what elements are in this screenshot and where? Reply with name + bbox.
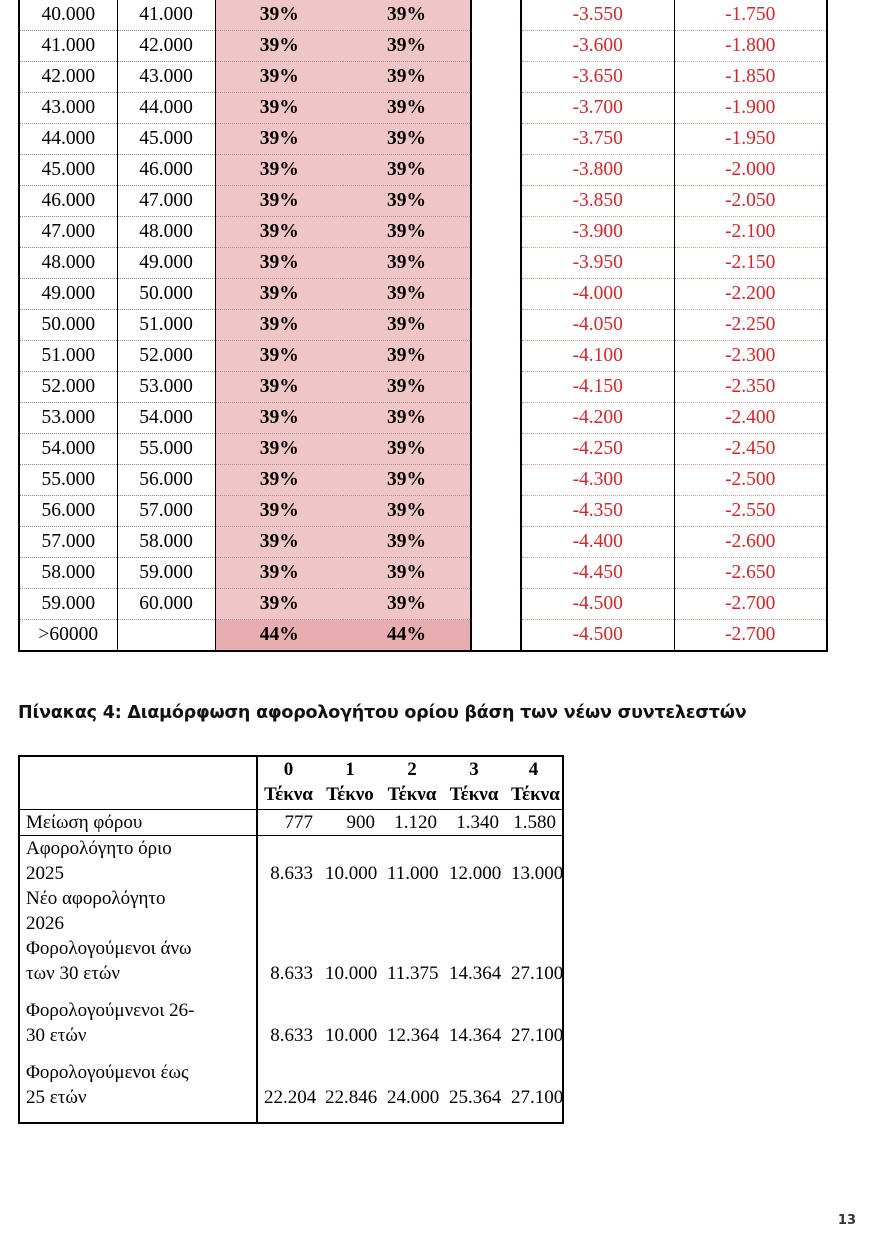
row-label-line: 2025 xyxy=(26,863,64,884)
cell-rate-b: 39% xyxy=(343,93,471,124)
cell-rate-b: 39% xyxy=(343,279,471,310)
cell-value: 12.364 xyxy=(387,1025,440,1046)
header-corner-cell xyxy=(19,756,257,810)
cell-diff-a: -4.000 xyxy=(521,279,674,310)
cell-rate-b: 39% xyxy=(343,186,471,217)
cell-bracket-from: 59.000 xyxy=(19,589,117,620)
cell-bracket-from: 54.000 xyxy=(19,434,117,465)
cell-rate-a: 39% xyxy=(215,93,343,124)
table-row xyxy=(19,124,827,155)
table-row xyxy=(19,93,827,124)
cell-diff-b: -2.100 xyxy=(674,217,827,248)
cell-spacer xyxy=(471,217,521,248)
cell-spacer xyxy=(471,186,521,217)
cell-rate-b: 39% xyxy=(343,403,471,434)
cell-rate-a: 39% xyxy=(215,434,343,465)
cell-value: 22.204 xyxy=(264,1087,317,1108)
cell-bracket-to: 50.000 xyxy=(117,279,215,310)
cell-bracket-from: 45.000 xyxy=(19,155,117,186)
cell-bracket-to: 45.000 xyxy=(117,124,215,155)
table-row xyxy=(19,1060,563,1123)
cell-diff-a: -4.350 xyxy=(521,496,674,527)
cell-rate-a: 39% xyxy=(215,31,343,62)
cell-bracket-from: 57.000 xyxy=(19,527,117,558)
cell-diff-a: -3.650 xyxy=(521,62,674,93)
income-bracket-table-container xyxy=(18,0,826,652)
cell-value: 14.364 xyxy=(449,963,502,984)
cell-value: 10.000 xyxy=(325,863,378,884)
cell-rate-b: 39% xyxy=(343,155,471,186)
table-caption: Πίνακας 4: Διαμόρφωση αφορολογήτου ορίου βάση των νέων συντελεστών xyxy=(18,703,747,723)
cell-diff-b: -2.550 xyxy=(674,496,827,527)
cell-rate-b: 39% xyxy=(343,217,471,248)
cell-diff-b: -2.250 xyxy=(674,310,827,341)
row-label-line: Φορολογούμενοι έως xyxy=(26,1062,189,1083)
cell-bracket-to: 52.000 xyxy=(117,341,215,372)
header-word-0: Τέκνα xyxy=(257,783,319,810)
cell-spacer xyxy=(471,124,521,155)
cell-spacer xyxy=(471,496,521,527)
cell-bracket-from: 52.000 xyxy=(19,372,117,403)
cell-bracket-to: 42.000 xyxy=(117,31,215,62)
header-number-4: 4 xyxy=(528,759,539,780)
table-row xyxy=(19,403,827,434)
cell-diff-b: -1.900 xyxy=(674,93,827,124)
cell-bracket-from: 47.000 xyxy=(19,217,117,248)
cell-diff-a: -3.850 xyxy=(521,186,674,217)
header-number-1: 1 xyxy=(345,759,355,780)
cell-rate-a: 39% xyxy=(215,124,343,155)
cell-diff-b: -2.450 xyxy=(674,434,827,465)
cell-rate-a: 39% xyxy=(215,496,343,527)
cell-value: 22.846 xyxy=(325,1087,378,1108)
table-row xyxy=(19,465,827,496)
table-header-row-numbers xyxy=(19,756,563,783)
cell-spacer xyxy=(471,434,521,465)
cell-value: 27.100 xyxy=(511,1087,564,1108)
cell-spacer xyxy=(471,372,521,403)
table-row xyxy=(19,496,827,527)
table-row xyxy=(19,217,827,248)
cell-rate-b: 39% xyxy=(343,0,471,31)
cell-rate-b: 39% xyxy=(343,341,471,372)
cell-bracket-from: 46.000 xyxy=(19,186,117,217)
cell-diff-b: -1.850 xyxy=(674,62,827,93)
cell-bracket-from: 55.000 xyxy=(19,465,117,496)
row-label-line: Φορολογούμενοι άνω xyxy=(26,938,192,959)
cell-rate-b: 39% xyxy=(343,589,471,620)
cell-spacer xyxy=(471,589,521,620)
cell-rate-a: 39% xyxy=(215,310,343,341)
cell-value: 10.000 xyxy=(325,1025,378,1046)
cell-bracket-to: 53.000 xyxy=(117,372,215,403)
cell-rate-a: 39% xyxy=(215,279,343,310)
cell-bracket-from: >60000 xyxy=(19,620,117,652)
table-row xyxy=(19,310,827,341)
row-label-line: 2026 xyxy=(26,913,64,934)
cell-bracket-from: 41.000 xyxy=(19,31,117,62)
cell-bracket-to: 54.000 xyxy=(117,403,215,434)
cell-rate-b: 39% xyxy=(343,62,471,93)
cell-diff-a: -3.600 xyxy=(521,31,674,62)
cell-rate-b: 39% xyxy=(343,465,471,496)
header-number-3: 3 xyxy=(469,759,479,780)
cell-spacer xyxy=(471,155,521,186)
cell-diff-a: -4.250 xyxy=(521,434,674,465)
cell-value: 1.340 xyxy=(443,810,505,836)
cell-value: 8.633 xyxy=(270,1025,313,1046)
row-label-26-30 xyxy=(19,998,257,1060)
cell-value: 10.000 xyxy=(325,963,378,984)
cell-bracket-from: 42.000 xyxy=(19,62,117,93)
cell-rate-a: 39% xyxy=(215,465,343,496)
table-row xyxy=(19,998,563,1060)
cell-bracket-to: 56.000 xyxy=(117,465,215,496)
cell-rate-a: 39% xyxy=(215,558,343,589)
cell-rate-b: 39% xyxy=(343,248,471,279)
cell-diff-b: -1.950 xyxy=(674,124,827,155)
cell-rate-b: 39% xyxy=(343,310,471,341)
tax-free-threshold-table xyxy=(18,755,564,1124)
cell-value: 27.100 xyxy=(511,963,564,984)
cell-value: 12.000 xyxy=(449,863,502,884)
cell-value: 11.000 xyxy=(387,863,439,884)
income-bracket-table xyxy=(18,0,828,652)
cell-bracket-to: 60.000 xyxy=(117,589,215,620)
cell-spacer xyxy=(471,279,521,310)
cell-rate-a: 44% xyxy=(215,620,343,652)
table-row xyxy=(19,186,827,217)
cell-spacer xyxy=(471,527,521,558)
cell-rate-a: 39% xyxy=(215,589,343,620)
cell-bracket-to xyxy=(117,620,215,652)
cell-diff-b: -2.050 xyxy=(674,186,827,217)
cell-bracket-from: 56.000 xyxy=(19,496,117,527)
table-row xyxy=(19,527,827,558)
cell-bracket-to: 43.000 xyxy=(117,62,215,93)
cell-bracket-to: 58.000 xyxy=(117,527,215,558)
tax-free-threshold-table-container xyxy=(18,755,562,1124)
cell-spacer xyxy=(471,93,521,124)
cell-value: 1.120 xyxy=(381,810,443,836)
cell-diff-b: -2.400 xyxy=(674,403,827,434)
cell-value: 8.633 xyxy=(270,863,313,884)
cell-rate-a: 39% xyxy=(215,62,343,93)
cell-bracket-from: 48.000 xyxy=(19,248,117,279)
cell-diff-a: -3.550 xyxy=(521,0,674,31)
cell-rate-a: 39% xyxy=(215,186,343,217)
cell-diff-a: -4.300 xyxy=(521,465,674,496)
cell-value: 13.000 xyxy=(511,863,564,884)
cell-spacer xyxy=(471,558,521,589)
cell-value: 1.580 xyxy=(505,810,563,836)
header-word-1: Τέκνο xyxy=(319,783,381,810)
cell-rate-a: 39% xyxy=(215,0,343,31)
cell-diff-b: -2.600 xyxy=(674,527,827,558)
cell-diff-a: -4.100 xyxy=(521,341,674,372)
cell-bracket-from: 51.000 xyxy=(19,341,117,372)
cell-diff-a: -4.450 xyxy=(521,558,674,589)
cell-bracket-to: 48.000 xyxy=(117,217,215,248)
cell-value: 27.100 xyxy=(511,1025,564,1046)
table-row xyxy=(19,155,827,186)
cell-rate-a: 39% xyxy=(215,372,343,403)
cell-diff-b: -2.000 xyxy=(674,155,827,186)
cell-spacer xyxy=(471,248,521,279)
cell-diff-a: -3.750 xyxy=(521,124,674,155)
row-label-line: 30 ετών xyxy=(26,1025,87,1046)
table-row xyxy=(19,810,563,836)
cell-rate-b: 44% xyxy=(343,620,471,652)
cell-spacer xyxy=(471,403,521,434)
cell-diff-b: -1.750 xyxy=(674,0,827,31)
cell-bracket-from: 50.000 xyxy=(19,310,117,341)
cell-value: 24.000 xyxy=(387,1087,440,1108)
table-row xyxy=(19,62,827,93)
cell-bracket-to: 41.000 xyxy=(117,0,215,31)
table-row xyxy=(19,341,827,372)
header-word-4: Τέκνα xyxy=(505,783,563,810)
cell-rate-b: 39% xyxy=(343,527,471,558)
cell-bracket-from: 49.000 xyxy=(19,279,117,310)
row-label-line: Φορολογούμνενοι 26- xyxy=(26,1000,195,1021)
cell-bracket-from: 44.000 xyxy=(19,124,117,155)
cell-rate-b: 39% xyxy=(343,372,471,403)
cell-diff-b: -2.300 xyxy=(674,341,827,372)
cell-rate-a: 39% xyxy=(215,527,343,558)
table-row xyxy=(19,0,827,31)
cell-diff-b: -2.350 xyxy=(674,372,827,403)
cell-spacer xyxy=(471,62,521,93)
table-row xyxy=(19,620,827,652)
cell-spacer xyxy=(471,341,521,372)
cell-bracket-to: 51.000 xyxy=(117,310,215,341)
header-number-2: 2 xyxy=(407,759,417,780)
table-row xyxy=(19,558,827,589)
cell-diff-a: -4.500 xyxy=(521,620,674,652)
cell-diff-a: -4.500 xyxy=(521,589,674,620)
table-row xyxy=(19,372,827,403)
header-word-3: Τέκνα xyxy=(443,783,505,810)
cell-rate-b: 39% xyxy=(343,124,471,155)
cell-value: 900 xyxy=(319,810,381,836)
row-label-under-25 xyxy=(19,1060,257,1123)
cell-spacer xyxy=(471,31,521,62)
cell-spacer xyxy=(471,310,521,341)
page-number: 13 xyxy=(837,1213,856,1228)
cell-diff-b: -2.200 xyxy=(674,279,827,310)
cell-bracket-to: 49.000 xyxy=(117,248,215,279)
row-label-line: των 30 ετών xyxy=(26,963,120,984)
cell-diff-b: -1.800 xyxy=(674,31,827,62)
cell-rate-a: 39% xyxy=(215,341,343,372)
cell-bracket-to: 57.000 xyxy=(117,496,215,527)
cell-diff-a: -4.400 xyxy=(521,527,674,558)
cell-bracket-to: 46.000 xyxy=(117,155,215,186)
cell-bracket-to: 47.000 xyxy=(117,186,215,217)
row-label-line: 25 ετών xyxy=(26,1087,87,1108)
table-row xyxy=(19,434,827,465)
header-word-2: Τέκνα xyxy=(381,783,443,810)
table-row xyxy=(19,836,563,937)
cell-diff-a: -3.800 xyxy=(521,155,674,186)
cell-value: 14.364 xyxy=(449,1025,502,1046)
cell-bracket-to: 59.000 xyxy=(117,558,215,589)
cell-rate-b: 39% xyxy=(343,496,471,527)
table-row xyxy=(19,936,563,998)
cell-bracket-from: 53.000 xyxy=(19,403,117,434)
cell-diff-b: -2.150 xyxy=(674,248,827,279)
row-label-tax-reduction: Μείωση φόρου xyxy=(19,810,257,836)
cell-diff-b: -2.650 xyxy=(674,558,827,589)
cell-spacer xyxy=(471,0,521,31)
cell-rate-a: 39% xyxy=(215,217,343,248)
cell-diff-b: -2.700 xyxy=(674,620,827,652)
cell-bracket-to: 44.000 xyxy=(117,93,215,124)
row-label-line: Νέο αφορολόγητο xyxy=(26,888,166,909)
cell-bracket-from: 40.000 xyxy=(19,0,117,31)
cell-diff-a: -3.900 xyxy=(521,217,674,248)
cell-diff-a: -4.200 xyxy=(521,403,674,434)
row-label-over-30 xyxy=(19,936,257,998)
cell-bracket-from: 43.000 xyxy=(19,93,117,124)
cell-diff-a: -4.050 xyxy=(521,310,674,341)
cell-rate-b: 39% xyxy=(343,434,471,465)
table-row xyxy=(19,589,827,620)
cell-diff-a: -3.950 xyxy=(521,248,674,279)
cell-rate-b: 39% xyxy=(343,558,471,589)
cell-rate-a: 39% xyxy=(215,155,343,186)
cell-value: 11.375 xyxy=(387,963,439,984)
cell-value: 777 xyxy=(257,810,319,836)
cell-diff-a: -3.700 xyxy=(521,93,674,124)
cell-bracket-to: 55.000 xyxy=(117,434,215,465)
header-number-0: 0 xyxy=(283,759,294,780)
cell-value: 8.633 xyxy=(270,963,313,984)
table-row xyxy=(19,31,827,62)
row-label-threshold-2025 xyxy=(19,836,257,937)
cell-rate-b: 39% xyxy=(343,31,471,62)
cell-value: 25.364 xyxy=(449,1087,502,1108)
table-row xyxy=(19,279,827,310)
cell-spacer xyxy=(471,465,521,496)
table-row xyxy=(19,248,827,279)
cell-diff-a: -4.150 xyxy=(521,372,674,403)
cell-spacer xyxy=(471,620,521,652)
cell-rate-a: 39% xyxy=(215,248,343,279)
row-label-line: Αφορολόγητο όριο xyxy=(26,838,172,859)
cell-bracket-from: 58.000 xyxy=(19,558,117,589)
cell-diff-b: -2.500 xyxy=(674,465,827,496)
cell-rate-a: 39% xyxy=(215,403,343,434)
cell-diff-b: -2.700 xyxy=(674,589,827,620)
